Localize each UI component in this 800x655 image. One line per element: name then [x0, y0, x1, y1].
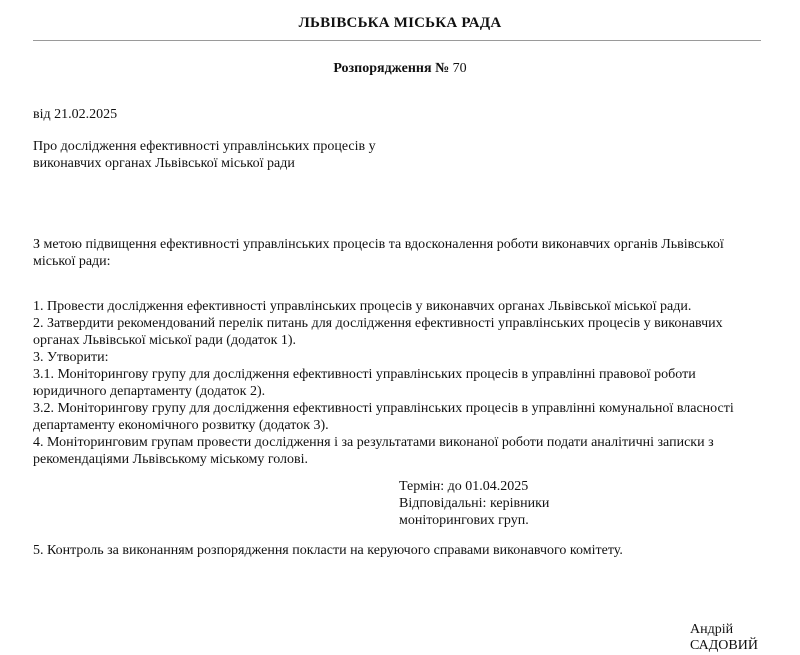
deadline-text: Термін: до 01.04.2025 [399, 479, 529, 494]
responsible-line-1: Відповідальні: керівники [399, 496, 550, 511]
order-subject-line-1: Про дослідження ефективності управлінських процесів у [33, 139, 376, 154]
order-item: 3.2. Моніторингову групу для дослідження ефективності управлінських процесів в управлінні комунальної власності департаменту економічного розвитку (додаток 3). [33, 401, 734, 433]
order-item: 4. Моніторинговим групам провести дослідження і за результатами виконаної роботи подати аналітичні записки з рекомендаціями Львівському міському голові. [33, 435, 714, 467]
header-divider [33, 40, 761, 41]
signatory-first-name: Андрій [690, 622, 734, 637]
order-subject [33, 138, 413, 172]
order-item: 3.1. Моніторингову групу для дослідження ефективності управлінських процесів в управлінні правової роботи юридичного департаменту (додаток 2). [33, 367, 696, 399]
responsible-line-2: моніторингових груп. [399, 513, 529, 528]
order-subject-line-2: виконавчих органах Львівської міської ради [33, 156, 295, 171]
order-date: від 21.02.2025 [33, 107, 118, 122]
deadline-block [399, 478, 729, 529]
preamble: З метою підвищення ефективності управлінських процесів та вдосконалення роботи виконавчих органів Львівської міської ради: [33, 237, 724, 269]
signatory-last-name: САДОВИЙ [690, 638, 758, 653]
order-item: 2. Затвердити рекомендований перелік питань для дослідження ефективності управлінських процесів у виконавчих органах Львівської міської ради (додаток 1). [33, 316, 723, 348]
signature-block [690, 622, 758, 654]
order-items [33, 298, 768, 468]
order-item: 3. Утворити: [33, 350, 109, 365]
order-number: 70 [452, 61, 467, 76]
order-heading [0, 61, 800, 77]
council-title: ЛЬВІВСЬКА МІСЬКА РАДА [298, 15, 502, 31]
order-label: Розпорядження № [333, 61, 450, 76]
order-item: 1. Провести дослідження ефективності управлінських процесів у виконавчих органах Львівської міської ради. [33, 299, 692, 314]
control-clause: 5. Контроль за виконанням розпорядження покласти на керуючого справами виконавчого комітету. [33, 543, 623, 558]
